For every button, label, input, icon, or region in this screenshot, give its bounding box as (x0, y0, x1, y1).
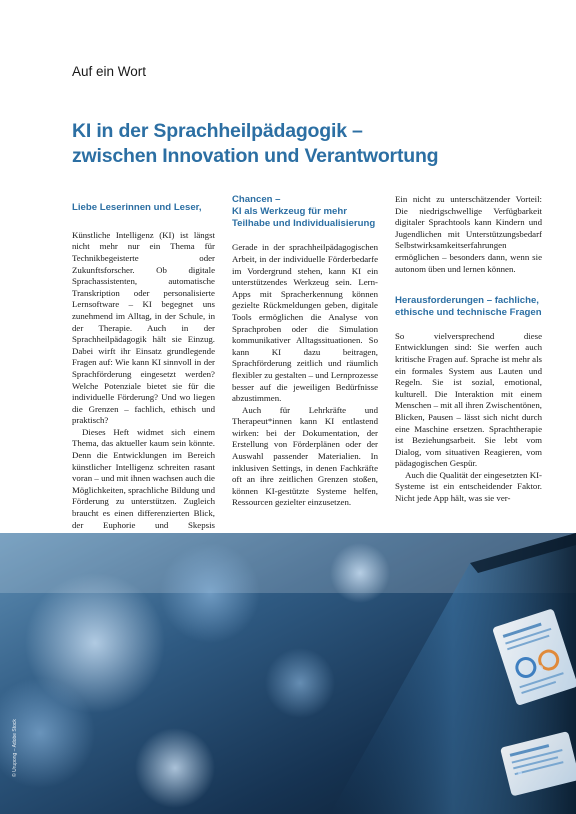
article-title-line-1: KI in der Sprachheilpädagogik – (72, 120, 363, 142)
stock-photo-tablet-documents (0, 533, 576, 814)
section-label: Auf ein Wort (72, 64, 147, 79)
image-credit: © Urupong – Adobe Stock (12, 719, 18, 777)
article-title-line-2: zwischen Innovation und Verantwortung (72, 144, 439, 167)
paragraph: Gerade in der sprachheilpädagogischen Arbeit, in der individuelle Förderbedarfe im Vordergrund stehen, kann KI ein unterstützendes Werkzeug sein. Lern-Apps mit Spracherkennung können gezielte Rückmeldungen geben, digitale Tools ermöglichen die Analyse von Sprachproben oder die Simulation kommunikativer Alltagssituationen. So kann KI dazu beitragen, Sprachförderung zeitlich und räumlich flexibler zu gestalten – und Lernprozesse besser auf die jeweiligen Bedürfnisse abzustimmen. (232, 242, 378, 404)
bokeh-light (265, 648, 335, 718)
photo-illustration (0, 533, 576, 814)
section-heading-herausforderungen: Herausforderungen – fachliche, ethische und technische Fragen (395, 295, 542, 318)
salutation-heading: Liebe Leserinnen und Leser, (72, 202, 202, 213)
heading-line: KI als Werkzeug für mehr Teilhabe und Individualisierung (232, 205, 376, 229)
article-title (72, 119, 532, 168)
paragraph: So vielversprechend diese Entwicklungen sind: Sie werfen auch kritische Fragen auf. Sprache ist mehr als ein formales System aus Lauten und Regeln. Sie ist sozial, emotional, kulturell. Die Interaktion mit einem Menschen – mit all ihren Zwischentönen, Blicken, Pausen – lässt sich nicht durch eine Maschine ersetzen. Sprachtherapie ist Beziehungsarbeit. Sie lebt vom Dialog, vom situativen Reagieren, vom pädagogischen Gespür. (395, 330, 542, 469)
paragraph: Dieses Heft widmet sich einem Thema, das aktueller kaum sein könnte. Denn die Entwicklungen im Bereich künstlicher Intelligenz schreiten rasant voran – und mit ihnen wachsen auch die Möglichkeiten, sprachliche Bildung und Förderung zu unterstützen. Zugleich braucht es einen differenzierten Blick, der Euphorie und Skepsis (72, 426, 215, 530)
bokeh-light (330, 543, 390, 603)
text-column-3 (395, 194, 542, 505)
paragraph: Auch für Lehrkräfte und Therapeut*innen kann KI entlastend wirken: bei der Dokumentation, der Erstellung von Förderplänen oder der Auswahl passender Materialien. In inklusiven Settings, in denen Fachkräfte oft an ihre zeitlichen Grenzen stoßen, können KI-gestützte Systeme helfen, Ressourcen gezielter einzusetzen. (232, 404, 378, 508)
paragraph: Ein nicht zu unterschätzender Vorteil: Die niedrigschwellige Verfügbarkeit digitaler Sprachtools kann Kindern und Jugendlichen mit Unterstützungsbedarf Selbstwirksamkeitserfahrungen ermöglichen – besonders dann, wenn sie autonom üben und lernen können. (395, 194, 542, 274)
text-column-2 (232, 194, 378, 509)
section-heading-chancen (232, 194, 378, 229)
bokeh-light (135, 728, 215, 808)
bokeh-light (160, 543, 260, 643)
text-column-1 (72, 194, 215, 543)
paragraph: Künstliche Intelligenz (KI) ist längst nicht mehr nur ein Thema für Technikbegeisterte oder Zukunftsforscher. Ob digitale Sprachassistenten, automatische Transkription oder personalisierte Lernsoftware – KI begegnet uns zunehmend im Alltag, in der Schule, in der Therapie. Auch in der Sprachheilpädagogik hält sie Einzug. Dabei wirft ihr Einsatz grundlegende Fragen auf: Wie kann KI sinnvoll in der Sprachförderung eingesetzt werden? Welche Potenziale bietet sie für die individuelle Förderung? Und wo liegen die Grenzen – fachlich, ethisch und praktisch? (72, 229, 215, 426)
paragraph: Auch die Qualität der eingesetzten KI-Systeme ist ein entscheidender Faktor. Nicht jede App hält, was sie ver- (395, 469, 542, 504)
heading-line: Chancen – (232, 194, 281, 205)
